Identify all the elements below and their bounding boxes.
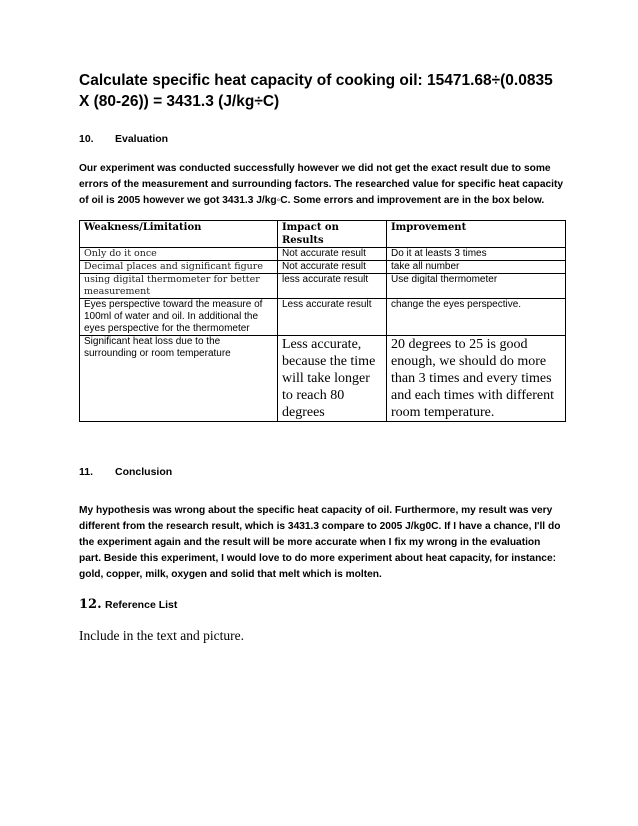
conclusion-paragraph: My hypothesis was wrong about the specific heat capacity of oil. Furthermore, my result was very different from the research result, which is 3431.3 compare to 2005 J/kg0C. If I have a chance, I'll do the experiment again and the result will be more accurate when I fix my wrong in the evaluation part. Beside this experiment, I would love to do more experiment about heat capacity, for instance: gold, copper, milk, oxygen and solid that melt which is molten.: [79, 505, 561, 580]
section-number: 12.: [79, 597, 102, 612]
evaluation-heading: [79, 133, 564, 145]
table-cell: Do it at leasts 3 times: [387, 248, 566, 261]
table-cell: using digital thermometer for better measurement: [80, 274, 278, 299]
section-title: Evaluation: [115, 133, 169, 145]
table-cell: take all number: [387, 261, 566, 274]
table-cell: Decimal places and significant figure: [80, 261, 278, 274]
table-cell: change the eyes perspective.: [387, 299, 566, 336]
table-cell: Not accurate result: [278, 261, 387, 274]
table-row: [80, 299, 566, 336]
table-cell: Only do it once: [80, 248, 278, 261]
section-number: 10.: [79, 133, 94, 145]
table-cell: Use digital thermometer: [387, 274, 566, 299]
header-improvement: Improvement: [387, 221, 566, 248]
table-cell: 20 degrees to 25 is good enough, we should do more than 3 times and every times and each times with different room temperature.: [387, 336, 566, 422]
document-page: [79, 70, 564, 644]
section-title: Conclusion: [115, 466, 173, 478]
evaluation-table: [79, 220, 566, 422]
table-cell: Not accurate result: [278, 248, 387, 261]
header-weakness: Weakness/Limitation: [80, 221, 278, 248]
reference-text: Include in the text and picture.: [79, 628, 244, 643]
table-cell: Less accurate result: [278, 299, 387, 336]
table-cell: Significant heat loss due to the surrounding or room temperature: [80, 336, 278, 422]
table-row: [80, 248, 566, 261]
header-impact: Impact on Results: [278, 221, 387, 248]
table-row: [80, 274, 566, 299]
section-number: 11.: [79, 466, 94, 478]
section-title: Reference List: [105, 599, 178, 611]
table-cell: Eyes perspective toward the measure of 100ml of water and oil. In additional the eyes perspective for the thermometer: [80, 299, 278, 336]
table-cell: less accurate result: [278, 274, 387, 299]
table-row: [80, 261, 566, 274]
table-header-row: [80, 221, 566, 248]
table-cell: Less accurate, because the time will take longer to reach 80 degrees: [278, 336, 387, 422]
table-row: [80, 336, 566, 422]
evaluation-paragraph: Our experiment was conducted successfully however we did not get the exact result due to some errors of the measurement and surrounding factors. The researched value for specific heat capacity of oil is 2005 however we got 3431.3 J/kg◦C. Some errors and improvement are in the box below.: [79, 163, 564, 206]
conclusion-heading: [79, 466, 564, 478]
reference-heading: [79, 597, 564, 612]
calculation-heading: Calculate specific heat capacity of cooking oil: 15471.68÷(0.0835 X (80-26)) = 3431.3 (J/kg÷C): [79, 72, 553, 110]
